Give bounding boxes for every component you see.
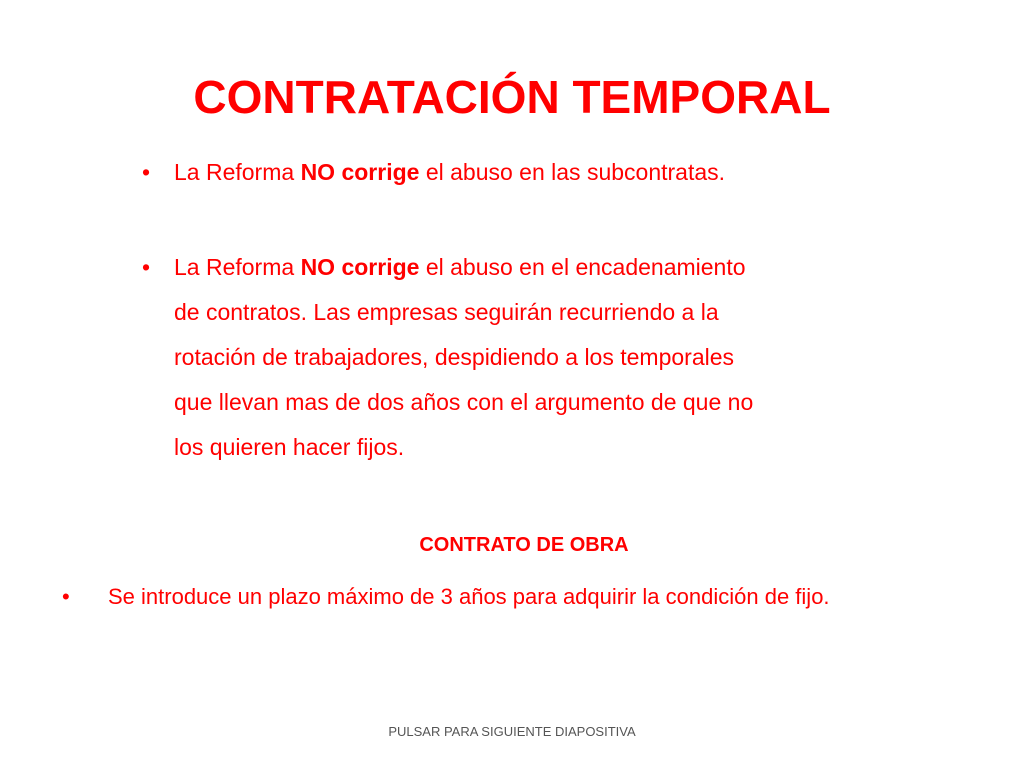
- bullet-item-subcontratas: [138, 150, 898, 195]
- bullet-emphasis: NO corrige: [300, 159, 420, 185]
- bullet-suffix: el abuso en el encadenamiento: [419, 254, 746, 280]
- bullet-line: rotación de trabajadores, despidiendo a los temporales: [174, 344, 735, 370]
- bullet-line: [174, 245, 898, 290]
- bullet-line: los quieren hacer fijos.: [174, 434, 405, 460]
- bullet-emphasis: NO corrige: [300, 254, 420, 280]
- bullet-marker: •: [62, 584, 70, 609]
- bullet-marker: •: [142, 254, 151, 280]
- next-slide-prompt[interactable]: PULSAR PARA SIGUIENTE DIAPOSITIVA: [388, 724, 636, 739]
- bullet-list: [138, 150, 898, 470]
- bullet-prefix: La Reforma: [174, 159, 301, 185]
- bullet-item-plazo: [58, 578, 988, 616]
- bullet-line: de contratos. Las empresas seguirán recurriendo a la: [174, 299, 719, 325]
- bullet-marker: •: [142, 159, 151, 185]
- bullet-line: que llevan mas de dos años con el argumento de que no: [174, 389, 754, 415]
- bullet-item-encadenamiento: [138, 245, 898, 470]
- bullet-suffix: el abuso en las subcontratas.: [419, 159, 726, 185]
- bullet-prefix: La Reforma: [174, 254, 301, 280]
- section-subheading: CONTRATO DE OBRA: [419, 534, 629, 556]
- bullet-text: Se introduce un plazo máximo de 3 años para adquirir la condición de fijo.: [108, 584, 830, 609]
- slide-title: CONTRATACIÓN TEMPORAL: [193, 71, 831, 123]
